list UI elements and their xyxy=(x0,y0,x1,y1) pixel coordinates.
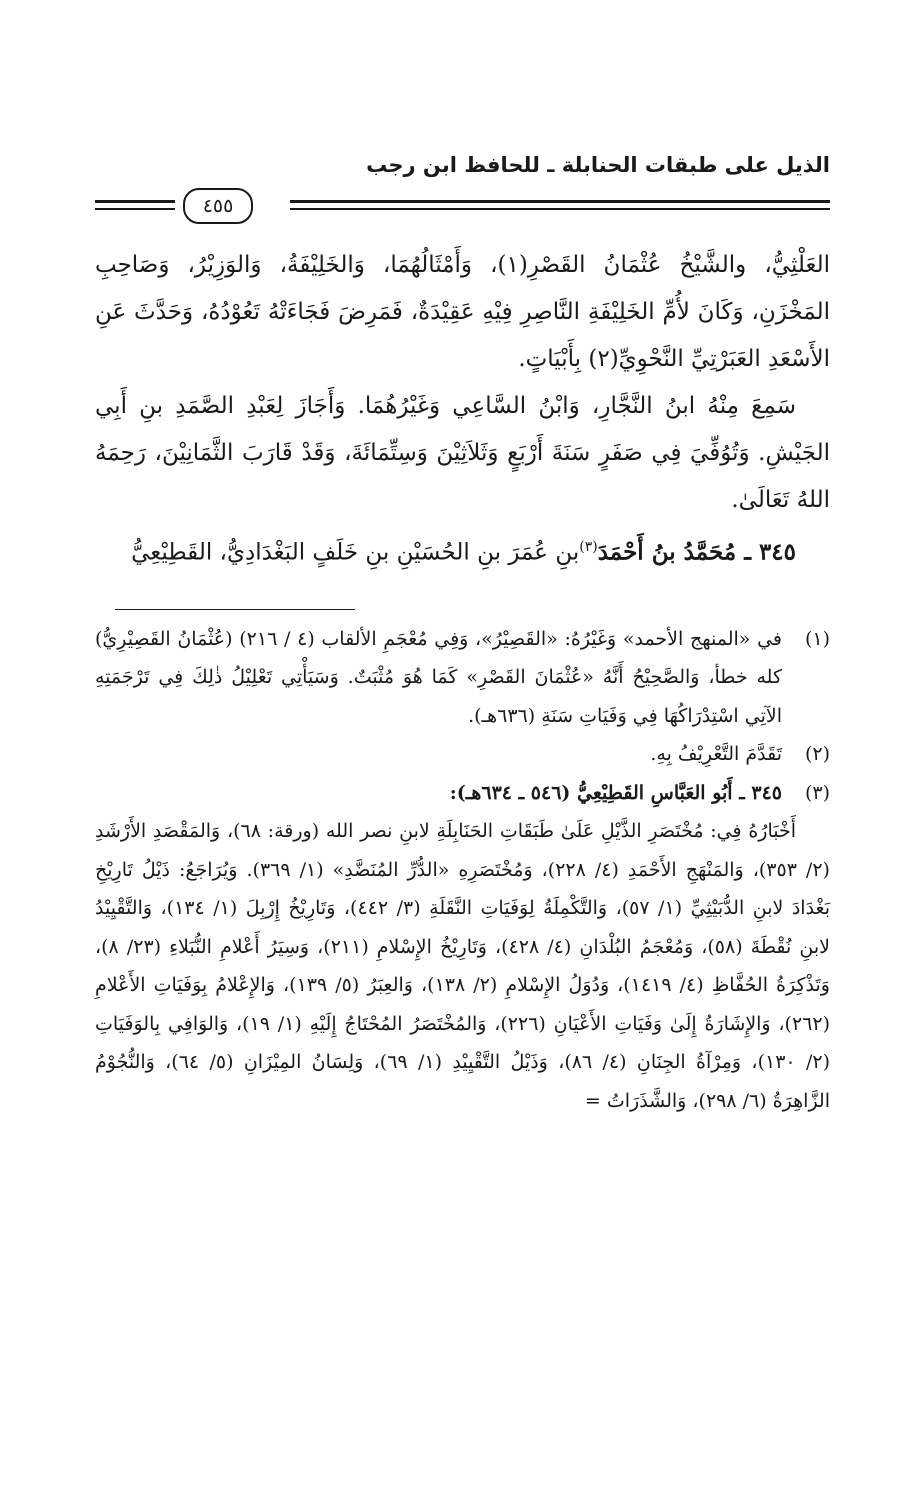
biography-entry-heading xyxy=(95,524,830,577)
book-page xyxy=(95,150,830,1120)
header-rule xyxy=(95,188,830,236)
footnote xyxy=(95,774,830,813)
entry-name: مُحَمَّدُ بنُ أَحْمَدَ xyxy=(597,538,737,566)
footnote xyxy=(95,735,830,774)
footnote-text: ٣٤٥ ـ أَبُو العَبَّاسِ القَطِيْعِيُّ (٥٤٦ ـ ٦٣٤هـ): xyxy=(449,781,782,804)
footnote-mark: (١) xyxy=(804,627,830,650)
running-header: الذيل على طبقات الحنابلة ـ للحافظ ابن رجب xyxy=(366,153,830,177)
footnote-separator xyxy=(115,609,355,610)
footnote-text: في «المنهج الأحمد» وَغَيْرُهُ: «القَصِيْرُ»، وَفِي مُعْجَمِ الألقاب (٤ / ٢١٦) (عُثْمَانُ القَصِيْرِيُّ) كله خطأ، وَالصَّحِيْحُ أَنَّهُ «عُثْمَانَ القَصْرِ» كَمَا هُوَ مُثْبَتٌ. وَسَيَأْتِي تَعْلِيْلُ ذٰلِكَ فِي تَرْجَمَتِهِ الآتِي اسْتِدْرَاكُهَا فِي وَفَيَاتِ سَنَةِ (٦٣٦هـ). xyxy=(95,627,783,727)
footnote-mark: (٣) xyxy=(804,781,830,804)
entry-lineage: بنِ عُمَرَ بنِ الحُسَيْنِ بنِ خَلَفٍ البَغْدَادِيُّ، القَطِيْعِيُّ xyxy=(131,539,580,566)
footnote xyxy=(95,620,830,736)
paragraph-2: سَمِعَ مِنْهُ ابنُ النَّجَّارِ، وَابْنُ السَّاعِي وَغَيْرُهُمَا. وَأَجَازَ لِعَبْدِ الصَّمَدِ بنِ أَبِي الجَيْشِ. وَتُوُفِّيَ فِي صَفَرٍ سَنَةَ أَرْبَعٍ وَثَلاَثِيْنَ وَسِتِّمَائَةَ، وَقَدْ قَارَبَ الثَّمَانِيْنَ، رَحِمَهُ اللهُ تَعَالَىٰ. xyxy=(95,393,830,513)
header-rule-line xyxy=(290,208,830,210)
footnotes xyxy=(95,620,830,1121)
paragraph-1: العَلْثِيُّ، والشَّيْخُ عُثْمَانُ القَصْرِ(١)، وَأَمْثَالُهُمَا، وَالخَلِيْفَةُ، وَالوَزِيْرُ، وَصَاحِبِ المَخْزَنِ، وَكَانَ لأُمِّ الخَلِيْفَةِ النَّاصِرِ فِيْهِ عَقِيْدَةٌ، فَمَرِضَ فَجَاءَتْهُ تَعُوْدُهُ، وَحَدَّثَ عَنِ الأَسْعَدِ العَبَرْتِيِّ النَّحْوِيِّ(٢) بِأَبْيَاتٍ. xyxy=(95,252,830,372)
entry-number: ٣٤٥ ـ xyxy=(744,538,796,566)
header-rule-line xyxy=(290,200,830,203)
footnote-marker: (٣) xyxy=(579,539,598,555)
main-text xyxy=(95,242,830,577)
header-rule-line xyxy=(95,200,175,203)
footnote-text: تَقَدَّمَ التَّعْرِيْفُ بِهِ. xyxy=(650,743,782,766)
page-number: ٤٥٥ xyxy=(183,188,253,224)
sources-list: أَخْبَارُهُ فِي: مُخْتَصَرِ الذَّيْلِ عَلَىٰ طَبَقَاتِ الحَنَابِلَةِ لابنِ نصر الله (ورقة: ٦٨)، وَالمَقْصَدِ الأَرْشَدِ (٢/ ٣٥٣)، وَالمَنْهَجِ الأَحْمَدِ (٤/ ٢٢٨)، وَمُخْتَصَرِهِ «الدُّرِّ المُنَضَّدِ» (١/ ٣٦٩). وَيُرَاجَعُ: ذَيْلُ تَارِيْخِ بَغْدَادَ لابنِ الدُّبَيْثِيِّ (١/ ٥٧)، وَالتَّكْمِلَةُ لِوَفَيَاتِ النَّقَلَةِ (٣/ ٤٤٢)، وَتَارِيْخُ إِرْبِلَ (١/ ١٣٤)، وَالتَّقْيِيْدُ لابنِ نُقْطَةَ (٥٨)، وَمُعْجَمُ البُلْدَانِ (٤/ ٤٢٨)، وَتَارِيْخُ الإِسْلامِ (٢١١)، وَسِيَرُ أَعْلامِ النُّبَلاءِ (٢٣/ ٨)، وَتَذْكِرَةُ الحُفَّاظِ (٤/ ١٤١٩)، وَدُوَلُ الإِسْلامِ (٢/ ١٣٨)، وَالعِبَرُ (٥/ ١٣٩)، وَالإِعْلامُ بِوَفَيَاتِ الأَعْلامِ (٢٦٢)، وَالإِشَارَةُ إِلَىٰ وَفَيَاتِ الأَعْيَانِ (٢٢٦)، وَالمُخْتَصَرُ المُحْتَاجُ إِلَيْهِ (١/ ١٩)، وَالوَافِي بِالوَفَيَاتِ (٢/ ١٣٠)، وَمِرْآةُ الجِنَانِ (٤/ ٨٦)، وَذَيْلُ التَّقْيِيْدِ (١/ ٦٩)، وَلِسَانُ المِيْزَانِ (٥/ ٦٤)، وَالنُّجُوْمُ الزَّاهِرَةُ (٦/ ٢٩٨)، وَالشَّذَرَاتُ = xyxy=(95,820,831,1112)
footnote-mark: (٢) xyxy=(804,743,830,766)
header-rule-line xyxy=(95,208,175,210)
